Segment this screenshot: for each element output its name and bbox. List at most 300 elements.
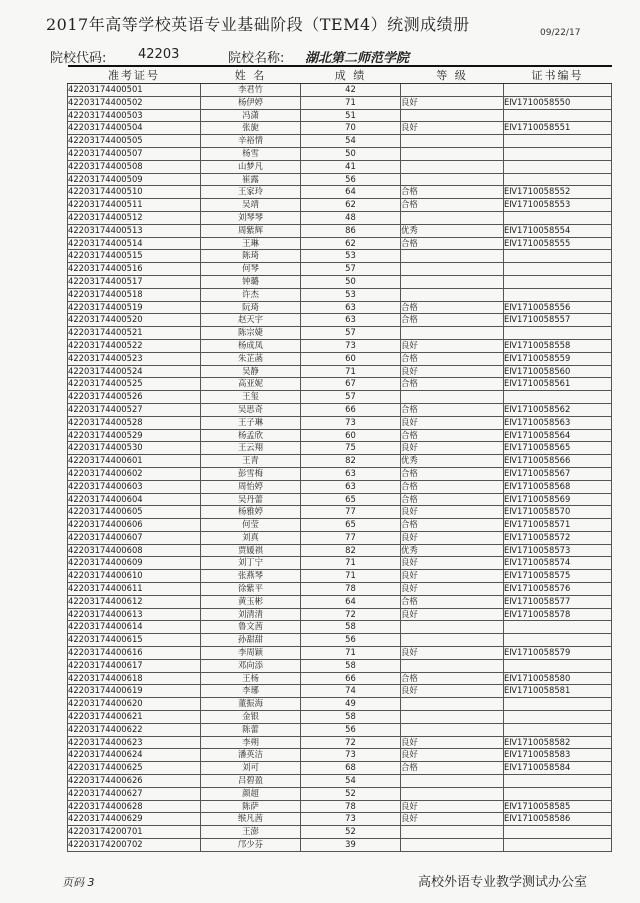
table-row (68, 263, 612, 276)
certificate-cell: EⅣ1710058562 (504, 403, 612, 416)
name-cell: 刘清清 (201, 608, 301, 621)
grade-cell: 良好 (401, 442, 504, 455)
certificate-cell: EⅣ1710058584 (504, 762, 612, 775)
exam-number-cell: 42203174400508 (68, 160, 201, 173)
table-row (68, 749, 612, 762)
name-cell: 山梦凡 (201, 160, 301, 173)
grade-cell: 合格 (401, 186, 504, 199)
grade-cell: 合格 (401, 403, 504, 416)
score-cell: 64 (301, 186, 401, 199)
name-cell: 杨雪 (201, 147, 301, 160)
name-cell: 李君竹 (201, 84, 301, 97)
score-cell: 86 (301, 224, 401, 237)
col-header-certificate: 证书编号 (504, 66, 612, 84)
grade-cell (401, 173, 504, 186)
name-cell: 何莹 (201, 519, 301, 532)
name-cell: 吴思奇 (201, 403, 301, 416)
table-row (68, 147, 612, 160)
grade-cell: 合格 (401, 378, 504, 391)
exam-number-cell: 42203174400525 (68, 378, 201, 391)
certificate-cell: EⅣ1710058580 (504, 672, 612, 685)
certificate-cell (504, 621, 612, 634)
grade-cell: 优秀 (401, 224, 504, 237)
score-cell: 58 (301, 621, 401, 634)
certificate-cell: EⅣ1710058577 (504, 595, 612, 608)
exam-number-cell: 42203174400515 (68, 250, 201, 263)
grade-cell: 良好 (401, 122, 504, 135)
table-row (68, 557, 612, 570)
name-cell: 鲁文茜 (201, 621, 301, 634)
certificate-cell (504, 698, 612, 711)
score-cell: 71 (301, 557, 401, 570)
table-row (68, 455, 612, 468)
exam-number-cell: 42203174400605 (68, 506, 201, 519)
table-row (68, 775, 612, 788)
grade-cell: 优秀 (401, 544, 504, 557)
score-cell: 62 (301, 199, 401, 212)
grade-cell: 良好 (401, 583, 504, 596)
certificate-cell (504, 723, 612, 736)
name-cell: 陈蕾 (201, 723, 301, 736)
table-row (68, 787, 612, 800)
grade-cell: 优秀 (401, 455, 504, 468)
table-row (68, 250, 612, 263)
score-cell: 73 (301, 416, 401, 429)
name-cell: 阮琦 (201, 301, 301, 314)
exam-number-cell: 42203174400507 (68, 147, 201, 160)
grade-cell (401, 826, 504, 839)
grade-cell: 良好 (401, 813, 504, 826)
certificate-cell: EⅣ1710058556 (504, 301, 612, 314)
score-cell: 73 (301, 749, 401, 762)
exam-number-cell: 42203174400610 (68, 570, 201, 583)
certificate-cell: EⅣ1710058567 (504, 467, 612, 480)
name-cell: 杨成凤 (201, 339, 301, 352)
col-header-name: 姓 名 (201, 66, 301, 84)
certificate-cell: EⅣ1710058563 (504, 416, 612, 429)
grade-cell (401, 391, 504, 404)
table-row (68, 275, 612, 288)
score-cell: 57 (301, 327, 401, 340)
table-row (68, 698, 612, 711)
score-cell: 72 (301, 736, 401, 749)
certificate-cell: EⅣ1710058582 (504, 736, 612, 749)
table-row (68, 467, 612, 480)
table-row (68, 122, 612, 135)
score-cell: 71 (301, 365, 401, 378)
table-row (68, 314, 612, 327)
grade-cell: 良好 (401, 557, 504, 570)
exam-number-cell: 42203174400518 (68, 288, 201, 301)
certificate-cell (504, 327, 612, 340)
score-cell: 63 (301, 480, 401, 493)
name-cell: 潘英洁 (201, 749, 301, 762)
table-row (68, 301, 612, 314)
score-cell: 39 (301, 839, 401, 852)
certificate-cell: EⅣ1710058569 (504, 493, 612, 506)
exam-number-cell: 42203174400629 (68, 813, 201, 826)
grade-cell (401, 659, 504, 672)
table-row (68, 135, 612, 148)
certificate-cell: EⅣ1710058568 (504, 480, 612, 493)
table-row (68, 839, 612, 852)
grade-cell: 良好 (401, 339, 504, 352)
exam-number-cell: 42203174400512 (68, 211, 201, 224)
table-row (68, 403, 612, 416)
table-row (68, 595, 612, 608)
name-cell: 崔露 (201, 173, 301, 186)
exam-number-cell: 42203174400616 (68, 647, 201, 660)
score-cell: 65 (301, 493, 401, 506)
certificate-cell: EⅣ1710058555 (504, 237, 612, 250)
exam-number-cell: 42203174400520 (68, 314, 201, 327)
table-header-row (68, 66, 612, 84)
exam-number-cell: 42203174400526 (68, 391, 201, 404)
exam-number-cell: 42203174400510 (68, 186, 201, 199)
score-cell: 50 (301, 147, 401, 160)
exam-number-cell: 42203174400602 (68, 467, 201, 480)
certificate-cell (504, 659, 612, 672)
grade-cell: 良好 (401, 647, 504, 660)
name-cell: 黄玉彬 (201, 595, 301, 608)
certificate-cell: EⅣ1710058558 (504, 339, 612, 352)
certificate-cell: EⅣ1710058583 (504, 749, 612, 762)
score-cell: 63 (301, 314, 401, 327)
certificate-cell: EⅣ1710058575 (504, 570, 612, 583)
score-cell: 48 (301, 211, 401, 224)
certificate-cell (504, 787, 612, 800)
exam-number-cell: 42203174400516 (68, 263, 201, 276)
name-cell: 刘丁宁 (201, 557, 301, 570)
score-cell: 56 (301, 634, 401, 647)
grade-cell (401, 723, 504, 736)
score-cell: 64 (301, 595, 401, 608)
school-code-label: 院校代码: (50, 51, 107, 66)
table-row (68, 685, 612, 698)
exam-number-cell: 42203174400530 (68, 442, 201, 455)
grade-cell (401, 698, 504, 711)
score-cell: 57 (301, 391, 401, 404)
page-number: 3 (87, 876, 95, 889)
certificate-cell (504, 839, 612, 852)
grade-cell (401, 84, 504, 97)
exam-number-cell: 42203174400513 (68, 224, 201, 237)
exam-number-cell: 42203174400611 (68, 583, 201, 596)
score-cell: 71 (301, 96, 401, 109)
name-cell: 王澎 (201, 826, 301, 839)
certificate-cell (504, 711, 612, 724)
grade-cell: 合格 (401, 301, 504, 314)
exam-number-cell: 42203174400604 (68, 493, 201, 506)
table-row (68, 621, 612, 634)
name-cell: 李琊 (201, 685, 301, 698)
name-cell: 李周颖 (201, 647, 301, 660)
name-cell: 王琳 (201, 237, 301, 250)
certificate-cell: EⅣ1710058552 (504, 186, 612, 199)
grade-cell: 良好 (401, 749, 504, 762)
name-cell: 贾媛祺 (201, 544, 301, 557)
col-header-score: 成 绩 (301, 66, 401, 84)
name-cell: 吕碧盈 (201, 775, 301, 788)
exam-number-cell: 42203174400623 (68, 736, 201, 749)
certificate-cell (504, 147, 612, 160)
school-code-value: 42203 (138, 47, 180, 62)
grade-cell (401, 275, 504, 288)
score-cell: 63 (301, 467, 401, 480)
exam-number-cell: 42203174400521 (68, 327, 201, 340)
school-info (50, 47, 610, 67)
exam-number-cell: 42203174400606 (68, 519, 201, 532)
score-cell: 53 (301, 288, 401, 301)
table-row (68, 826, 612, 839)
name-cell: 吴静 (201, 365, 301, 378)
exam-number-cell: 42203174400607 (68, 531, 201, 544)
table-row (68, 96, 612, 109)
score-cell: 82 (301, 544, 401, 557)
table-row (68, 570, 612, 583)
name-cell: 王杨 (201, 672, 301, 685)
name-cell: 王云翔 (201, 442, 301, 455)
score-cell: 65 (301, 519, 401, 532)
certificate-cell (504, 211, 612, 224)
certificate-cell (504, 263, 612, 276)
certificate-cell: EⅣ1710058573 (504, 544, 612, 557)
print-date: 09/22/17 (540, 28, 581, 38)
certificate-cell: EⅣ1710058565 (504, 442, 612, 455)
certificate-cell (504, 391, 612, 404)
certificate-cell: EⅣ1710058571 (504, 519, 612, 532)
score-cell: 66 (301, 672, 401, 685)
name-cell: 何琴 (201, 263, 301, 276)
table-row (68, 736, 612, 749)
score-cell: 54 (301, 775, 401, 788)
exam-number-cell: 42203174400628 (68, 800, 201, 813)
certificate-cell (504, 275, 612, 288)
score-cell: 52 (301, 787, 401, 800)
name-cell: 周紫辉 (201, 224, 301, 237)
certificate-cell: EⅣ1710058585 (504, 800, 612, 813)
grade-cell: 合格 (401, 429, 504, 442)
page-label: 页码 (62, 876, 84, 889)
grade-cell (401, 135, 504, 148)
table-row (68, 173, 612, 186)
grade-cell: 良好 (401, 736, 504, 749)
table-row (68, 109, 612, 122)
exam-number-cell: 42203174400617 (68, 659, 201, 672)
name-cell: 许杰 (201, 288, 301, 301)
exam-number-cell: 42203174400627 (68, 787, 201, 800)
grade-cell (401, 160, 504, 173)
certificate-cell: EⅣ1710058554 (504, 224, 612, 237)
score-cell: 54 (301, 135, 401, 148)
score-cell: 70 (301, 122, 401, 135)
score-cell: 68 (301, 762, 401, 775)
table-row (68, 583, 612, 596)
name-cell: 陈琦 (201, 250, 301, 263)
col-header-exam-number: 准考证号 (68, 66, 201, 84)
score-cell: 78 (301, 800, 401, 813)
exam-number-cell: 42203174400519 (68, 301, 201, 314)
name-cell: 邓向添 (201, 659, 301, 672)
name-cell: 辛裕情 (201, 135, 301, 148)
score-cell: 82 (301, 455, 401, 468)
grade-cell: 合格 (401, 762, 504, 775)
grade-cell (401, 288, 504, 301)
name-cell: 邝少芬 (201, 839, 301, 852)
certificate-cell: EⅣ1710058560 (504, 365, 612, 378)
grade-cell: 良好 (401, 570, 504, 583)
table-row (68, 365, 612, 378)
exam-number-cell: 42203174400613 (68, 608, 201, 621)
grade-cell: 良好 (401, 96, 504, 109)
table-row (68, 327, 612, 340)
score-cell: 57 (301, 263, 401, 276)
grade-cell (401, 211, 504, 224)
grade-cell: 良好 (401, 531, 504, 544)
certificate-cell (504, 634, 612, 647)
name-cell: 张燕琴 (201, 570, 301, 583)
score-cell: 71 (301, 647, 401, 660)
exam-number-cell: 42203174400524 (68, 365, 201, 378)
certificate-cell (504, 775, 612, 788)
certificate-cell: EⅣ1710058578 (504, 608, 612, 621)
exam-number-cell: 42203174400523 (68, 352, 201, 365)
grade-cell (401, 621, 504, 634)
certificate-cell: EⅣ1710058551 (504, 122, 612, 135)
school-name-label: 院校名称: (228, 51, 285, 66)
score-cell: 51 (301, 109, 401, 122)
grade-cell: 合格 (401, 519, 504, 532)
exam-number-cell: 42203174400620 (68, 698, 201, 711)
name-cell: 陈萨 (201, 800, 301, 813)
certificate-cell: EⅣ1710058572 (504, 531, 612, 544)
certificate-cell: EⅣ1710058576 (504, 583, 612, 596)
name-cell: 陈宗婕 (201, 327, 301, 340)
table-row (68, 544, 612, 557)
col-header-grade: 等 级 (401, 66, 504, 84)
table-row (68, 647, 612, 660)
exam-number-cell: 42203174400624 (68, 749, 201, 762)
name-cell: 孙甜甜 (201, 634, 301, 647)
grade-cell (401, 250, 504, 263)
exam-number-cell: 42203174400522 (68, 339, 201, 352)
table-row (68, 237, 612, 250)
table-row (68, 339, 612, 352)
table-row (68, 800, 612, 813)
table-row (68, 634, 612, 647)
table-row (68, 429, 612, 442)
exam-number-cell: 42203174400619 (68, 685, 201, 698)
grade-cell: 合格 (401, 595, 504, 608)
grade-cell (401, 787, 504, 800)
name-cell: 王青 (201, 455, 301, 468)
grade-cell: 合格 (401, 493, 504, 506)
score-cell: 74 (301, 685, 401, 698)
grade-cell (401, 147, 504, 160)
score-cell: 60 (301, 429, 401, 442)
grade-cell: 良好 (401, 685, 504, 698)
exam-number-cell: 42203174200702 (68, 839, 201, 852)
exam-number-cell: 42203174400622 (68, 723, 201, 736)
score-cell: 73 (301, 813, 401, 826)
document-title: 2017年高等学校英语专业基础阶段（TEM4）统测成绩册 (46, 15, 470, 34)
score-cell: 56 (301, 173, 401, 186)
table-row (68, 672, 612, 685)
name-cell: 张旎 (201, 122, 301, 135)
table-row (68, 442, 612, 455)
table-row (68, 160, 612, 173)
page-indicator (62, 874, 95, 890)
score-cell: 41 (301, 160, 401, 173)
score-cell: 56 (301, 723, 401, 736)
table-row (68, 519, 612, 532)
exam-number-cell: 42203174400612 (68, 595, 201, 608)
certificate-cell (504, 84, 612, 97)
score-cell: 77 (301, 531, 401, 544)
exam-number-cell: 42203174400601 (68, 455, 201, 468)
table-row (68, 224, 612, 237)
score-cell: 73 (301, 339, 401, 352)
grade-cell (401, 263, 504, 276)
name-cell: 金银 (201, 711, 301, 724)
exam-number-cell: 42203174400502 (68, 96, 201, 109)
score-cell: 52 (301, 826, 401, 839)
grade-cell: 良好 (401, 365, 504, 378)
table-row (68, 723, 612, 736)
name-cell: 王子琳 (201, 416, 301, 429)
table-row (68, 211, 612, 224)
exam-number-cell: 42203174400529 (68, 429, 201, 442)
certificate-cell (504, 250, 612, 263)
name-cell: 杨伊婷 (201, 96, 301, 109)
grade-cell (401, 839, 504, 852)
exam-number-cell: 42203174400609 (68, 557, 201, 570)
name-cell: 吴丹蕾 (201, 493, 301, 506)
exam-number-cell: 42203174400614 (68, 621, 201, 634)
certificate-cell: EⅣ1710058570 (504, 506, 612, 519)
name-cell: 彭雪梅 (201, 467, 301, 480)
exam-number-cell: 42203174400625 (68, 762, 201, 775)
name-cell: 刘真 (201, 531, 301, 544)
name-cell: 颜超 (201, 787, 301, 800)
grade-cell (401, 775, 504, 788)
table-row (68, 608, 612, 621)
table-row (68, 531, 612, 544)
name-cell: 刘可 (201, 762, 301, 775)
table-row (68, 493, 612, 506)
certificate-cell (504, 173, 612, 186)
exam-number-cell: 42203174400503 (68, 109, 201, 122)
exam-number-cell: 42203174400618 (68, 672, 201, 685)
certificate-cell (504, 135, 612, 148)
exam-number-cell: 42203174400509 (68, 173, 201, 186)
exam-number-cell: 42203174400504 (68, 122, 201, 135)
name-cell: 钟璐 (201, 275, 301, 288)
certificate-cell: EⅣ1710058581 (504, 685, 612, 698)
score-cell: 60 (301, 352, 401, 365)
name-cell: 刘琴琴 (201, 211, 301, 224)
grade-cell: 合格 (401, 352, 504, 365)
exam-number-cell: 42203174400501 (68, 84, 201, 97)
exam-number-cell: 42203174400505 (68, 135, 201, 148)
score-cell: 58 (301, 711, 401, 724)
name-cell: 高亚妮 (201, 378, 301, 391)
grade-cell: 良好 (401, 800, 504, 813)
score-cell: 53 (301, 250, 401, 263)
certificate-cell: EⅣ1710058574 (504, 557, 612, 570)
score-cell: 66 (301, 403, 401, 416)
exam-number-cell: 42203174400626 (68, 775, 201, 788)
